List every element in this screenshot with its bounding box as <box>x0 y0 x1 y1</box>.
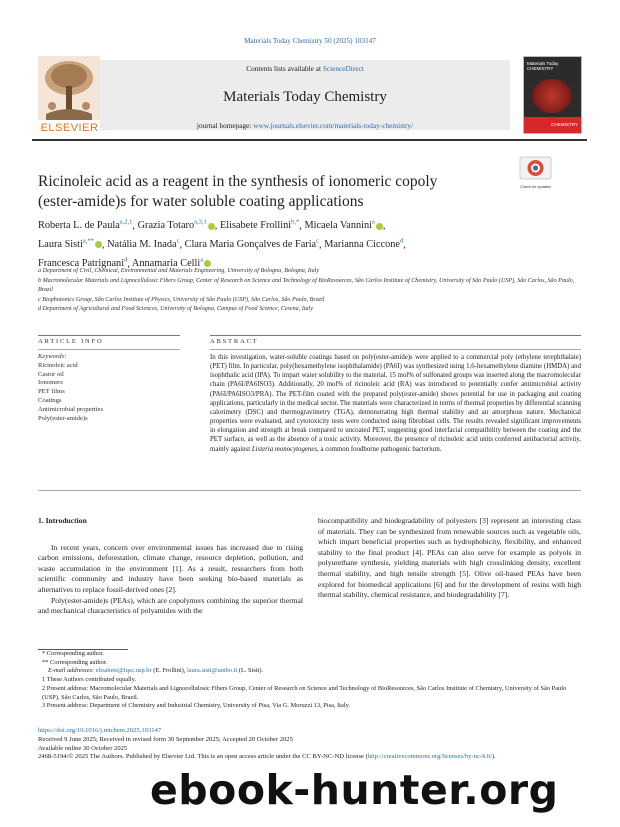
crossmark-badge[interactable] <box>519 156 552 191</box>
journal-citation[interactable]: Materials Today Chemistry 50 (2025) 103147 <box>244 37 376 45</box>
abstract-heading: ABSTRACT <box>210 338 259 345</box>
section-heading: 1. Introduction <box>38 516 87 525</box>
author[interactable]: Annamaria Celli$^a$ <box>132 258 211 269</box>
article-info-heading: ARTICLE INFO <box>38 338 104 345</box>
journal-title: Materials Today Chemistry <box>223 89 387 105</box>
paragraph: biocompatibility and biodegradability of polyesters [3] represent an interesting class of materials. They can be synthesized from renewable sources such as vegetable oils, which impart beneficial properties such as hydrophobicity, flexibility, and enhanced stability to the final product [4]. PEAs can also serve for example as polyols in polyurethane synthesis, yielding materials with high crosslinking density, excellent thermal stability, and high tensile strength [5]. Olive oil-based PEAs have been explored for biomedical applications [6] and for the development of resins with high thermal stability, chemical resistance, and biodegradability [7]. <box>318 516 581 600</box>
author[interactable]: Clara Maria Gonçalves de Faria$^c$ <box>184 237 320 251</box>
license-line: 2468-5194/© 2025 The Authors. Published by Elsevier Ltd. This is an open access article under the CC BY-NC-ND license (http://creativecommons.org/licenses/by-nc/4.0/). <box>38 753 496 761</box>
elsevier-wordmark: ELSEVIER <box>40 122 99 134</box>
divider <box>38 335 180 336</box>
abstract-text: In this investigation, water-soluble coatings based on poly(ester-amide)s were applied to a commercial poly (ethylene terephthalate) (PET) film. In particular, poly(hexamethylene isophthalamide) (PA6I) was synthesized using 1,6-hexamethylene diamine (HMDA) and isophthalic acid (IPA). To impart water solubility to the material, 15 mol% of sulfonated groups was inserted along the macromolecular chain (PA6I/PA6ISO3). Additionally, 20 mol% of ricinoleic acid (RA) was introduced to potentially confer antimicrobial activity (PA6I/PA6ISO3/PRA). The PET-film coated with the prepared poly(ester-amide) shows potential for use in packaging and coating applications, particularly in the medical sector. The materials were characterized in terms of thermal properties by differential scanning calorimetry (DSC) and thermogravimetry (TGA), demonstrating high thermal stability and an amorphous nature. Mechanical properties were evaluated, and cytotoxicity tests were conducted using fibroblast cells. The results revealed significant improvements in elongation and strength at break compared to uncoated PET, suggesting good interfacial compatibility between the coating and the PET surface, as well as the absence of a toxic activity. Moreover, the presence of ricinoleic acid units conferred antibacterial activity, mainly against Listeria monocytogenes, a common foodborne pathogenic bacterium. <box>210 354 581 453</box>
header-rule <box>32 139 587 141</box>
doi-link[interactable]: https://doi.org/10.1016/j.mtchem.2025.103147 <box>38 727 162 734</box>
author[interactable]: Grazia Totaro$^{a,3,1}$ <box>138 220 215 231</box>
keywords-label: Keywords: <box>38 353 67 360</box>
keyword: Castor oil <box>38 370 64 378</box>
license-link[interactable]: http://creativecommons.org/licenses/by-nc/4.0/ <box>367 753 492 761</box>
journal-cover[interactable] <box>523 56 582 134</box>
keyword: PET films <box>38 388 65 396</box>
title-line-1: Ricinoleic acid as a reagent in the synthesis of ionomeric copoly <box>38 173 438 190</box>
footnotes <box>38 650 583 711</box>
affiliation: b Macromolecular Materials and Lignocellulosic Fibers Group, Center of Research on Science and Technology of BioResources, São Carlos Institute of Chemistry, University of São Paulo (USP), São Carlos, São Paulo, Brazil <box>38 277 575 293</box>
author[interactable]: Micaela Vannini$^a$ <box>304 220 382 231</box>
affiliation: d Department of Agricultural and Food Sciences, University of Bologna, Campus of Food Science, Cesena, Italy <box>38 306 313 312</box>
body-column-right <box>318 516 581 601</box>
author[interactable]: Elisabete Frollini$^{b,*}$ <box>219 219 300 232</box>
author[interactable]: Laura Sisti$^{a,**}$ <box>38 239 102 250</box>
orcid-icon[interactable] <box>208 223 215 230</box>
homepage-line <box>100 121 510 130</box>
author-list: Roberta L. de Paula$^{a,2,1}$, Grazia Totaro$^{a,3,1}$ , Elisabete Frollini$^{b,*}$, Micaela Vannini$^a$ , Laura Sisti$^{a,**}$ , Natália M. Inada$^c$, Clara Maria Gonçalves de Faria$^c$, Marianna Ciccone$^d$, Francesca Patrignani$^d$, Annamaria Celli$^a$ <box>38 219 406 270</box>
elsevier-tree-logo <box>38 56 100 120</box>
body-column-left <box>38 516 303 617</box>
affiliation: a Department of Civil, Chemical, Environmental and Materials Engineering, University of Bologna, Bologna, Italy <box>38 268 320 274</box>
author[interactable]: Natália M. Inada$^c$ <box>107 237 180 251</box>
publication-info <box>38 727 583 762</box>
paragraph: In recent years, concern over environmental issues has increased due to rising carbon emissions, deforestation, climate change, resource depletion, pollution, and waste accumulation in the environment [1]. As a result, researchers from both scientific community and industry have been seeking bio-based materials as alternatives to replace fossil-derived ones [2]. <box>38 542 303 594</box>
footnote: 3 Present address: Department of Chemistry and Industrial Chemistry, University of Pisa, Via G. Moruzzi 13, Pisa, Italy. <box>42 702 351 710</box>
email-line: E-mail addresses: elisabete@iqsc.usp.br (E. Frollini), laura.sisti@unibo.it (L. Sisti). <box>48 667 264 675</box>
keywords-list <box>38 353 188 423</box>
email-link[interactable]: laura.sisti@unibo.it <box>186 667 238 675</box>
watermark-text: ebook-hunter.org <box>150 766 559 814</box>
cover-artwork <box>532 79 572 113</box>
affiliations <box>38 267 578 315</box>
author[interactable]: Roberta L. de Paula$^{a,2,1}$ <box>38 219 133 232</box>
orcid-icon[interactable] <box>376 223 383 230</box>
author[interactable]: Marianna Ciccone$^d$ <box>324 237 404 251</box>
affiliation: c Biophotonics Group, São Carlos Institute of Physics, University of São Paulo (USP), São Carlos, São Paulo, Brazil <box>38 296 325 303</box>
footnote: 1 These Authors contributed equally. <box>42 676 137 684</box>
homepage-link[interactable]: www.journals.elsevier.com/materials-today-chemistry/ <box>253 121 414 130</box>
cover-title: Materials Today CHEMISTRY <box>527 61 559 71</box>
contents-prefix: Contents lists available at <box>246 64 323 73</box>
keyword: Antimicrobial properties <box>38 405 104 413</box>
available-online: Available online 30 October 2025 <box>38 744 128 752</box>
article-title <box>38 172 508 212</box>
contents-line <box>100 64 510 73</box>
divider <box>210 349 581 350</box>
keyword: Poly(ester-amide)s <box>38 414 88 422</box>
sciencedirect-link[interactable]: ScienceDirect <box>322 64 364 73</box>
title-line-2: (ester-amide)s for water soluble coating applications <box>38 193 364 210</box>
crossmark-icon <box>519 156 552 180</box>
footnote: 2 Present address: Macromolecular Materials and Lignocellulosic Fibers Group, Center of Research on Science and Technology of BioResources, São Carlos Institute of Chemistry, University of São Paulo (USP), São Carlos, São Paulo, Brazil. <box>42 684 567 701</box>
keyword: Ionomers <box>38 379 63 387</box>
keyword: Coatings <box>38 396 62 404</box>
divider <box>210 335 581 336</box>
cover-band: CHEMISTRY <box>524 117 581 133</box>
divider <box>38 349 180 350</box>
footnote: * Corresponding author. <box>42 650 104 657</box>
homepage-prefix: journal homepage: <box>196 121 254 130</box>
paragraph: Poly(ester-amide)s (PEAs), which are copolymers combining the superior thermal and mechanical characteristics of polyamides with the <box>38 595 303 616</box>
divider <box>38 490 581 491</box>
keyword: Ricinoleic acid <box>38 361 78 369</box>
crossmark-label: Check for updates <box>520 185 551 189</box>
orcid-icon[interactable] <box>95 241 102 248</box>
footnote: ** Corresponding author. <box>42 658 108 666</box>
email-link[interactable]: elisabete@iqsc.usp.br <box>95 667 152 675</box>
received-dates: Received 9 June 2025; Received in revised form 30 September 2025; Accepted 20 October 2025 <box>38 735 293 743</box>
author[interactable]: Francesca Patrignani$^d$ <box>38 256 128 270</box>
